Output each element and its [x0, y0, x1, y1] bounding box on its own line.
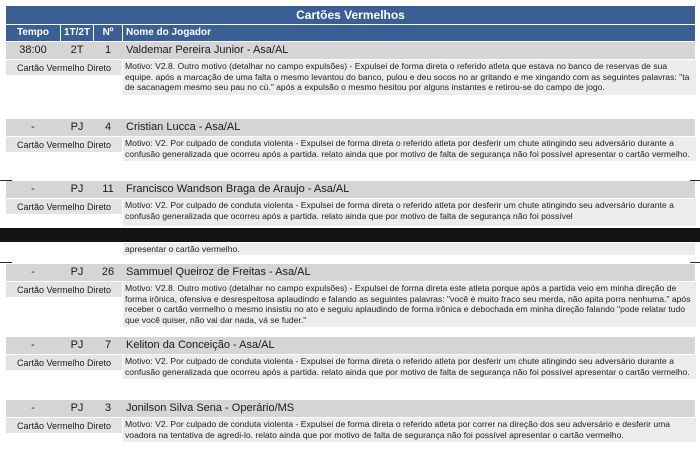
- cell-time: 38:00: [19, 44, 47, 56]
- cell-half: PJ: [70, 402, 84, 414]
- cell-time: -: [31, 183, 35, 195]
- cell-player-name: Valdemar Pereira Junior - Asa/AL: [126, 44, 289, 56]
- card-type: Cartão Vermelho Direto: [6, 355, 122, 370]
- cell-player-name: Sammuel Queiroz de Freitas - Asa/AL: [126, 266, 311, 278]
- cell-time: -: [31, 121, 35, 133]
- card-motive: Motivo: V2. Por culpado de conduta violenta - Expulsei de forma direta o referido atleta por desferir um chute atingindo seu adversário durante a confusão generalizada que ocorreu após a partida. relato ainda que por motivo de falta de segurança não foi possível: [123, 199, 696, 226]
- card-motive: Motivo: V2.8. Outro motivo (detalhar no campo expulsões) - Expulsei de forma direta este atleta porque após a partida veio em minha direção de forma irônica, ofensiva e desrespeitosa aplaudindo e falando as seguintes palavras: "você é muito fraco seu merda, não apita porra nenhuma." após receber o cartão vermelho o mesmo insistiu no ato e seguiu aplaudindo de forma irônica e debochada em minha direção falando "pode relatar tudo que você quiser, não vai dar nada, vá se fuder.": [123, 282, 696, 327]
- cell-player-name: Keliton da Conceição - Asa/AL: [126, 339, 275, 351]
- divider-line: [690, 262, 700, 263]
- divider-line: [0, 262, 12, 263]
- cell-player-name: Cristian Lucca - Asa/AL: [126, 121, 241, 133]
- player-row: [6, 181, 695, 198]
- card-motive: Motivo: V2. Por culpado de conduta violenta - Expulsei de forma direta o referido atleta por desferir um chute atingindo seu adversário durante a confusão generalizada que ocorreu após a partida. relato ainda que por motivo de falta de segurança não foi possível apresentar o cartão vermelho.: [123, 137, 696, 161]
- cell-number: 1: [104, 44, 112, 56]
- cell-time: -: [31, 339, 35, 351]
- cell-number: 3: [104, 402, 112, 414]
- cell-time: -: [31, 266, 35, 278]
- header-divider: [122, 25, 123, 41]
- table-title: Cartões Vermelhos: [6, 6, 695, 24]
- cell-half: 2T: [70, 44, 84, 56]
- player-row: [6, 337, 695, 354]
- header-time: Tempo: [16, 27, 50, 38]
- card-type: Cartão Vermelho Direto: [6, 418, 122, 433]
- card-type: Cartão Vermelho Direto: [6, 282, 122, 297]
- card-type: Cartão Vermelho Direto: [6, 60, 122, 75]
- cell-number: 26: [101, 266, 115, 278]
- cell-time: -: [31, 402, 35, 414]
- cell-half: PJ: [70, 339, 84, 351]
- cell-player-name: Francisco Wandson Braga de Araujo - Asa/AL: [126, 183, 350, 195]
- cell-player-name: Jonilson Silva Sena - Operário/MS: [126, 402, 295, 414]
- page-break-band: [0, 228, 700, 242]
- header-half: 1T/2T: [63, 27, 91, 38]
- card-motive: Motivo: V2. Por culpado de conduta violenta - Expulsei de forma direta o referido atleta por correr na direção dos seu adversário e desferir uma voadora na tentativa de agredi-lo. relato ainda que por motivo de falta de segurança não foi possível apresentar o cartão vermelho.: [123, 418, 696, 442]
- player-row: [6, 119, 695, 136]
- cell-half: PJ: [70, 266, 84, 278]
- card-motive-continuation: apresentar o cartão vermelho.: [123, 243, 695, 255]
- cell-half: PJ: [70, 121, 84, 133]
- table-header: [6, 25, 695, 41]
- header-player-name: Nome do Jogador: [126, 27, 212, 38]
- cell-half: PJ: [70, 183, 84, 195]
- player-row: [6, 400, 695, 417]
- card-type: Cartão Vermelho Direto: [6, 137, 122, 152]
- player-row: [6, 42, 695, 59]
- card-type: Cartão Vermelho Direto: [6, 199, 122, 214]
- cell-number: 7: [104, 339, 112, 351]
- cell-number: 4: [104, 121, 112, 133]
- header-number: Nº: [102, 27, 114, 38]
- cell-number: 11: [102, 183, 114, 195]
- card-motive: Motivo: V2.8. Outro motivo (detalhar no campo expulsões) - Expulsei de forma direta o referido atleta que estava no banco de reservas de sua equipe. após a marcação de uma falta o mesmo levantou do banco, pulou e deu socos no ar gritando e me xingando com as seguintes palavras: "ta de sacanagem mesmo seu pau no cú." após a expulsão o mesmo hesitou por alguns instantes e retirou-se do campo de jogo.: [123, 60, 696, 95]
- player-row: [6, 264, 695, 281]
- card-motive: Motivo: V2. Por culpado de conduta violenta - Expulsei de forma direta o referido atleta por desferir um chute atingindo seu adversário durante a confusão generalizada que ocorreu após a partida. relato ainda que por motivo de falta de segurança não foi possível apresentar o cartão vermelho.: [123, 355, 696, 379]
